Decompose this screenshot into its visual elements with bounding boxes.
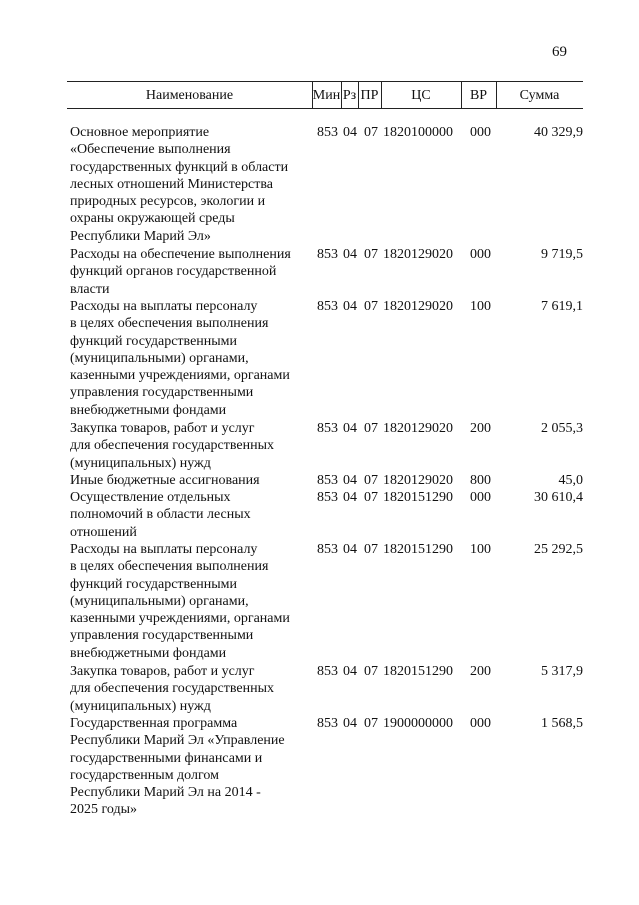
row-pr: 07 <box>364 473 378 488</box>
row-name-line: Государственная программа <box>70 716 238 731</box>
row-rz: 04 <box>343 473 357 488</box>
header-name: Наименование <box>145 88 234 103</box>
row-name-line: (муниципальных) нужд <box>70 698 211 714</box>
header-rz: Рз <box>342 88 357 103</box>
row-name-line: функций органов государственной <box>70 264 277 280</box>
row-name <box>70 246 315 298</box>
row-name-line: для обеспечения государственных <box>70 681 274 697</box>
row-min: 853 <box>317 490 338 505</box>
row-vr: 000 <box>470 125 491 140</box>
row-sum: 1 568,5 <box>541 716 583 731</box>
row-cs: 1820129020 <box>383 299 453 314</box>
row-vr: 200 <box>470 664 491 679</box>
row-sum: 40 329,9 <box>534 125 583 140</box>
row-vr: 000 <box>470 716 491 731</box>
row-name-line: для обеспечения государственных <box>70 438 274 454</box>
row-sum: 25 292,5 <box>534 542 583 557</box>
row-cs: 1820151290 <box>383 542 453 557</box>
row-name-line: Расходы на выплаты персоналу <box>70 542 258 557</box>
row-name-line: Основное мероприятие <box>70 125 210 140</box>
row-name-line: Закупка товаров, работ и услуг <box>70 664 255 679</box>
row-name <box>70 663 315 715</box>
row-vr: 000 <box>470 490 491 505</box>
row-name-line: отношений <box>70 524 137 540</box>
row-rz: 04 <box>343 247 357 262</box>
row-name-line: охраны окружающей среды <box>70 211 235 227</box>
row-cs: 1900000000 <box>383 716 453 731</box>
row-min: 853 <box>317 299 338 314</box>
row-name-line: (муниципальных) нужд <box>70 455 211 471</box>
row-sum: 45,0 <box>558 473 583 488</box>
row-pr: 07 <box>364 421 378 436</box>
row-cs: 1820129020 <box>383 473 453 488</box>
row-name-line: государственным долгом <box>70 767 219 783</box>
row-name-line: Расходы на выплаты персоналу <box>70 299 258 314</box>
row-pr: 07 <box>364 247 378 262</box>
header-top-rule <box>67 81 583 82</box>
row-rz: 04 <box>343 299 357 314</box>
row-min: 853 <box>317 716 338 731</box>
row-name-line: государственных функций в области <box>70 159 289 175</box>
row-vr: 100 <box>470 299 491 314</box>
row-sum: 5 317,9 <box>541 664 583 679</box>
row-name-line: Осуществление отдельных <box>70 490 231 505</box>
row-vr: 200 <box>470 421 491 436</box>
row-pr: 07 <box>364 542 378 557</box>
row-min: 853 <box>317 664 338 679</box>
row-sum: 9 719,5 <box>541 247 583 262</box>
row-name-line: Республики Марий Эл на 2014 - <box>70 785 261 801</box>
header-sum: Сумма <box>519 88 560 103</box>
row-cs: 1820100000 <box>383 125 453 140</box>
row-name-line: 2025 годы» <box>70 802 138 818</box>
row-name-line: государственными финансами и <box>70 750 263 766</box>
row-rz: 04 <box>343 125 357 140</box>
row-min: 853 <box>317 542 338 557</box>
row-name-line: функций государственными <box>70 333 238 349</box>
row-min: 853 <box>317 421 338 436</box>
row-pr: 07 <box>364 664 378 679</box>
header-min: Мин <box>312 88 341 103</box>
row-min: 853 <box>317 473 338 488</box>
row-pr: 07 <box>364 125 378 140</box>
row-rz: 04 <box>343 716 357 731</box>
row-sum: 2 055,3 <box>541 421 583 436</box>
row-rz: 04 <box>343 664 357 679</box>
row-name-line: власти <box>70 281 110 297</box>
row-min: 853 <box>317 125 338 140</box>
row-name <box>70 489 315 541</box>
row-name-line: в целях обеспечения выполнения <box>70 559 269 575</box>
page-number: 69 <box>552 44 567 60</box>
row-name-line: управления государственными <box>70 628 254 644</box>
row-sum: 7 619,1 <box>541 299 583 314</box>
row-name-line: (муниципальными) органами, <box>70 350 249 366</box>
row-name-line: полномочий в области лесных <box>70 507 251 523</box>
row-cs: 1820151290 <box>383 490 453 505</box>
row-cs: 1820151290 <box>383 664 453 679</box>
row-name-line: «Обеспечение выполнения <box>70 142 231 158</box>
row-name-line: казенными учреждениями, органами <box>70 611 290 627</box>
row-name-line: казенными учреждениями, органами <box>70 368 290 384</box>
row-name <box>70 298 315 419</box>
row-pr: 07 <box>364 299 378 314</box>
row-name <box>70 715 315 819</box>
row-name-line: внебюджетными фондами <box>70 645 227 661</box>
row-name <box>70 420 315 472</box>
row-name-line: функций государственными <box>70 576 238 592</box>
row-name-line: (муниципальными) органами, <box>70 593 249 609</box>
row-vr: 100 <box>470 542 491 557</box>
row-cs: 1820129020 <box>383 247 453 262</box>
row-rz: 04 <box>343 490 357 505</box>
row-cs: 1820129020 <box>383 421 453 436</box>
row-name-line: в целях обеспечения выполнения <box>70 316 269 332</box>
row-name-line: природных ресурсов, экологии и <box>70 194 266 210</box>
header-cs: ЦС <box>411 88 431 103</box>
row-name <box>70 541 315 662</box>
row-name-line: Республики Марий Эл» <box>70 228 211 244</box>
row-name-line: Иные бюджетные ассигнования <box>70 473 260 488</box>
row-sum: 30 610,4 <box>534 490 583 505</box>
header-bottom-rule <box>67 108 583 109</box>
row-name-line: Расходы на обеспечение выполнения <box>70 247 291 262</box>
row-name-line: управления государственными <box>70 385 254 401</box>
row-pr: 07 <box>364 716 378 731</box>
row-name-line: внебюджетными фондами <box>70 402 227 418</box>
row-name-line: Республики Марий Эл «Управление <box>70 733 285 749</box>
row-name-line: Закупка товаров, работ и услуг <box>70 421 255 436</box>
header-vr: ВР <box>469 88 488 103</box>
row-rz: 04 <box>343 421 357 436</box>
row-name-line: лесных отношений Министерства <box>70 176 273 192</box>
row-name <box>70 124 315 245</box>
row-vr: 000 <box>470 247 491 262</box>
row-vr: 800 <box>470 473 491 488</box>
row-pr: 07 <box>364 490 378 505</box>
header-pr: ПР <box>360 88 379 103</box>
row-rz: 04 <box>343 542 357 557</box>
row-name <box>70 472 315 489</box>
row-min: 853 <box>317 247 338 262</box>
